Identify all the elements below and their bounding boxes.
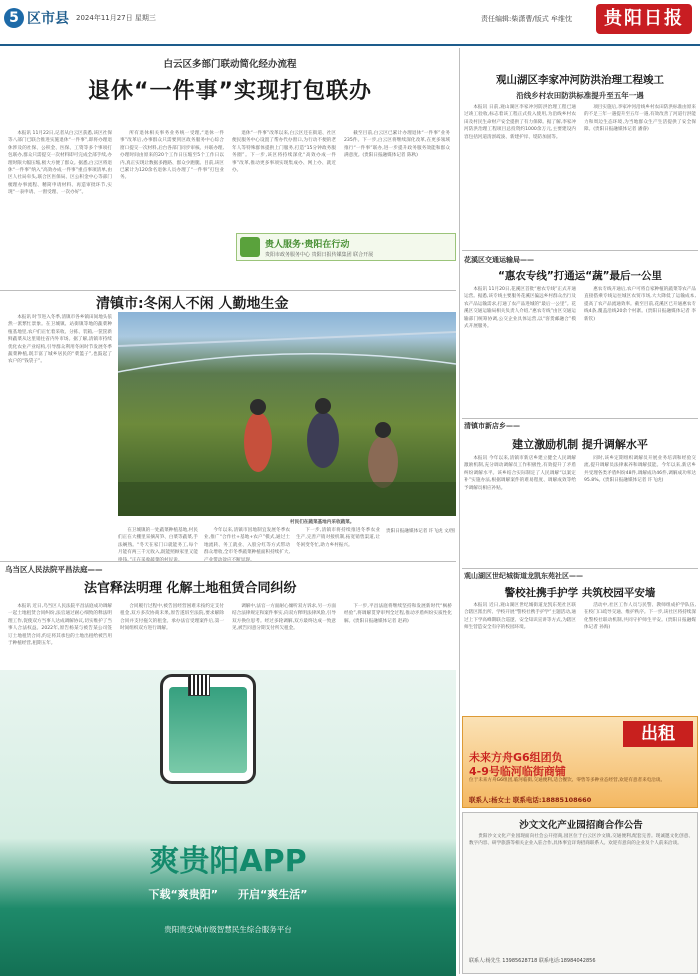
article2-column-2: 在卫城镇的一处蔬菜种植基地,村民们正在大棚里采摘莴笋、白菜等蔬菜,手法娴熟。“冬天在家门口就能务工,每个月能有两三千元收入,既能照顾家里又能 [118, 528, 198, 556]
rental-ad-line1: 未来方舟G6组团负 [469, 751, 563, 764]
lead-column-4: 截至目前,白云区已累计办理退休“一件事”业务235件。下一步,白云区将继续深化改革,在更多领域推行“一件事”联办,进一步提升政务服务效能和群众满意度。(贵阳日报融媒体记者 陈秋) [344, 131, 450, 159]
right4-column-2: 活动中,社区工作人员与民警、教师组成护学队伍,在校门口疏导交通、维护秩序。下一步,该社区将持续深化警校社联动机制,共同守护师生平安。(贵阳日报融媒体记者 孙海) [584, 603, 696, 631]
section-divider [462, 568, 698, 569]
article3-column-3: 调解中,法官一方面耐心倾听双方诉求,另一方面结合法律规定和案件事实,向双方释明法律风险,引导双方换位思考。经过多轮调解,双方最终达成一致意见,被告同意分期支付所欠租金。 [232, 604, 336, 632]
banner-sponsors: 贵阳市政务服务中心 贵阳日报传媒集团 联合开展 [265, 252, 374, 258]
article2-headline: 清镇市:冬闲人不闲 人勤地生金 [96, 296, 289, 312]
article3-column-2: 合同履行过程中,被告因经营困难未按约定支付租金,双方多次协商未果,原告遂诉至法院,要求解除合同并支付拖欠的租金。承办法官受理案件后,第一时间组织双方进行调解。 [120, 604, 224, 632]
app-ad-footer: 贵阳贵安城市级智慧民生综合服务平台 [164, 925, 292, 934]
right3-column-1: 本报讯 今年以来,清镇市新店乡建立健全人民调解激励机制,充分调动调解员工作积极性,有效提升了矛盾纠纷调解水平。该乡结合实际制定了人民调解“以案定补”实施办法,根据调解案件的难易程度、调解成效等给予调解员相应补贴。 [464, 456, 576, 491]
section-divider [0, 561, 456, 562]
notice-title: 沙文文化产业园招商合作公告 [519, 820, 643, 831]
right3-kicker: 清镇市新店乡—— [464, 422, 520, 430]
editor-credits: 责任编辑:柴潇曹/版式 牟维忱 [481, 15, 572, 23]
lead-headline: 退休“一件事”实现打包联办 [88, 79, 372, 104]
right1-subhead: 沿线乡村农田防洪标准提升至五年一遇 [516, 91, 644, 100]
lead-column-3: 退休“一件事”改革以来,白云区还在街道、社区便民服务中心设置了帮办代办窗口,为行动不便的老年人等特殊群体提供上门服务,打造“15分钟政务服务圈”。下一步,该区将持续深化“高效办成一件事”改革,推动更多事项实现集成办、网上办、就近办。 [232, 131, 336, 174]
masthead [0, 0, 700, 46]
page-number: 5 [4, 8, 24, 28]
article3-column-1: 本报讯 近日,乌当区人民法院平昌法庭成功调解一起土地租赁合同纠纷,法官通过耐心细致的释法明理工作,促使双方当事人达成调解协议,切实维护了当事人合法权益。2022年,原告杨某与被告某公司签订土地租赁合同,约定将其承包的土地出租给被告用于种植经营,租期五年。 [8, 604, 112, 647]
right1-headline: 观山湖区李家冲河防洪治理工程竣工 [496, 74, 664, 86]
vegetable-greenhouse-photo [118, 312, 456, 516]
right1-column-1: 本报讯 日前,观山湖区李家冲河防洪治理工程已通过竣工验收,标志着该工程正式投入使用,为沿线乡村农田及村民生命财产安全提供了有力保障。据了解,李家冲河防洪治理工程项目总投资约1000余万元,主要建设内容包括河道清淤疏浚、新建护岸、堤防加固等。 [464, 105, 576, 140]
notice-body: 贵阳沙文文化产业园现面向社会公开招商,园区位于白云区沙文镇,交通便利,配套完善。现诚邀文化创意、数字内容、研学旅游等相关企业入驻合作,具体事宜详询招商联系人。欢迎有意向的企业及个人前来洽谈。 [469, 834, 693, 847]
rental-ad-badge: 出租 [623, 721, 693, 747]
right2-column-1: 本报讯 11月20日,花溪区首批“惠农专线”正式开通运营。据悉,该专线主要服务花溪区偏远乡村群众出行及农产品运输需求,打通了农产品进城的“最后一公里”。花溪区交通运输局相关负责人介绍,“惠农专线”由区交通运输部门统筹协调,公交企业具体运营,以“客货邮融合”模式开展服务。 [464, 287, 576, 330]
right3-headline: 建立激励机制 提升调解水平 [512, 438, 648, 451]
lead-kicker: 白云区多部门联动简化经办流程 [163, 59, 297, 70]
section-divider [0, 290, 456, 291]
right1-column-2: 项目实施后,李家冲河沿线乡村农田防洪标准由原来的不足三年一遇提升至五年一遇,有效改善了河道行洪能力和周边生态环境,为当地群众生产生活提供了安全保障。(贵阳日报融媒体记者 潘睿) [584, 105, 696, 133]
article3-column-4: 下一步,平昌法庭将继续坚持和发展新时代“枫桥经验”,将调解贯穿审判全过程,推动矛盾纠纷实质性化解。(贵阳日报融媒体记者 赵莉) [344, 604, 452, 624]
right4-headline: 警校社携手护学 共筑校园平安墙 [504, 587, 656, 599]
app-screen [169, 687, 247, 773]
newspaper-logo: 贵阳日报 [596, 4, 692, 34]
column-divider [459, 48, 460, 974]
article2-column-3: 今年以来,清镇市因地制宜发展冬季农业,推广“合作社+基地+农户”模式,通过土地流转、务工就业、入股分红等方式带动群众增收,全市冬季蔬菜种植面积持续扩大, [204, 528, 290, 556]
section-divider [462, 418, 698, 419]
rental-ad-body: 位于未来方舟G6组团,临河临街,交通便利,适合餐饮、零售等多种业态经营,欢迎有意者来电洽谈。 [469, 778, 666, 783]
photo-illustration [118, 312, 456, 516]
banner-badge [240, 237, 260, 257]
service-banner [236, 233, 456, 261]
article2-column-4: 下一步,清镇市将持续推进冬季农业生产,完善产销对接机制,拓宽销售渠道,让冬闲变冬忙,助力乡村振兴。 [296, 528, 380, 548]
article3-kicker: 乌当区人民法院平昌法庭—— [5, 565, 103, 574]
app-ad-tagline-2: 开启“爽生活” [238, 888, 308, 901]
article2-column-1: 本报讯 时节进入冬季,清镇市各乡镇田间地头依然一派繁忙景象。在卫城镇、站街镇等地的蔬菜种植基地里,农户们正忙着采收、分拣、装箱,一筐筐新鲜蔬菜从这里销往省内外市场。据了解,清镇市持续优化农业产业结构,引导群众利用冬闲时节发展冬季蔬菜种植,既丰富了城乡居民的“菜篮子”,也鼓起了农户的“钱袋子”。 [8, 315, 112, 365]
right2-kicker: 花溪区交通运输局—— [464, 256, 534, 264]
right2-column-2: 惠农专线开通后,农户可将自家种植的蔬菜等农产品直接搭乘专线运往城区农贸市场,大大降低了运输成本,提高了农产品流通效率。截至目前,花溪区已开通惠农专线4条,覆盖沿线20余个村寨。(贵阳日报融媒体记者 李新钦) [584, 287, 696, 322]
app-ad-title: 爽贵阳APP [149, 844, 307, 879]
notice-contact: 联系人:杨先生 13985628718 联系电话:18984042856 [469, 958, 596, 964]
investment-notice [462, 812, 698, 974]
right2-headline: “惠农专线”打通运“蔬”最后一公里 [497, 270, 663, 282]
article3-headline: 法官释法明理 化解土地租赁合同纠纷 [84, 581, 297, 596]
section-divider [462, 250, 698, 251]
banner-slogan: 贵人服务·贵阳在行动 [265, 240, 350, 250]
rental-ad [462, 716, 698, 808]
article2-byline: 贵阳日报融媒体记者 许飞虎 文/图 [386, 529, 455, 534]
app-ad-tagline-1: 下载“爽贵阳” [148, 888, 218, 901]
photo-caption: 村民们在蔬菜基地内采收蔬菜。 [290, 520, 355, 525]
right4-kicker: 观山湖区世纪城街道龙凯东苑社区—— [464, 572, 583, 580]
app-qr-code [188, 674, 210, 696]
rental-ad-line2: 4-9号临河临街商铺 [469, 765, 566, 778]
section-name: 区市县 [27, 11, 69, 27]
issue-date: 2024年11月27日 星期三 [76, 14, 156, 22]
rental-ad-contact: 联系人:杨女士 联系电话:18885108660 [469, 796, 592, 804]
right4-column-1: 本报讯 近日,观山湖区世纪城街道龙凯东苑社区联合辖区派出所、学校开展“警校社携手护学”主题活动,通过上下学高峰期联合巡逻、安全知识宣讲等方式,为辖区师生营造安全有序的校园环境。 [464, 603, 576, 631]
lead-column-2: 所有退休相关事务业务统一受理,“退休一件事”改革后,办事群众只需要到区政务服务中心综合窗口提交一次材料,后台各部门同步审核、并联办理,办理时间由原来的20个工作日压缩至5个工作日以内,真正实现让数据多跑路、群众少跑腿。目前,该区已累计为120余名退休人员办理了“一件事”打包业务。 [120, 131, 224, 181]
right3-column-2: 同时,该乡定期组织调解员开展业务培训和经验交流,提升调解员法律素养和调解技能。今年以来,新店乡共受理各类矛盾纠纷48件,调解成功46件,调解成功率达95.8%。(贵阳日报融媒体记者 许飞虎) [584, 456, 696, 484]
lead-column-1: 本报讯 11月22日,记者从白云区获悉,该区社保等八部门已联合推进实施退休“一件事”,即将办理退休涉及的社保、公积金、医保、工资等多个事项打包联办,群众只需提交一次材料即可完成全部手续,办理时限大幅压缩,极大方便了群众。据悉,白云区将退休“一件事”纳入“高效办成一件事”重点事项清单,由区人社局牵头,联合区医保局、区公积金中心等部门梳理办事流程、精简申请材料、再造审批环节,实现“一表申请、一窗受理、一次办好”。 [8, 131, 112, 196]
